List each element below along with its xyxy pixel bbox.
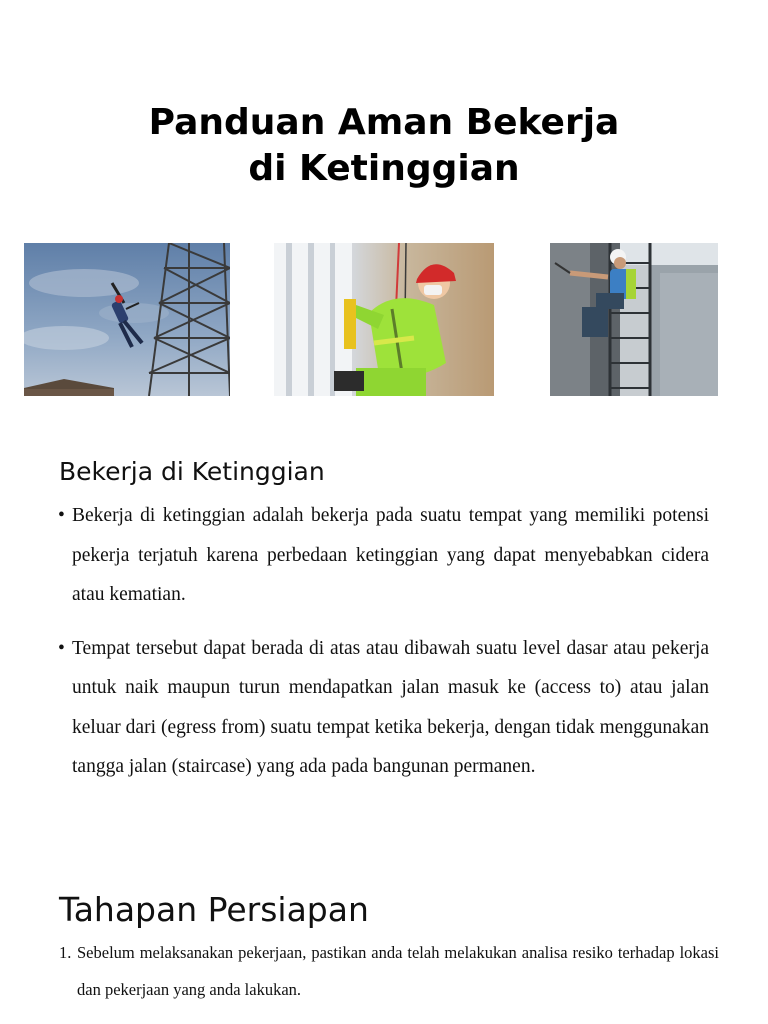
page-title [0, 100, 768, 192]
bullet-marker: • [58, 637, 65, 659]
ladder-worker-photo [550, 243, 718, 396]
title-line-1: Panduan Aman Bekerja [148, 102, 620, 143]
item-text: Sebelum melaksanakan pekerjaan, pastikan anda telah melakukan analisa resiko terhadap lokasi dan pekerjaan yang anda lakukan. [77, 943, 719, 999]
title-line-2: di Ketinggian [248, 148, 520, 189]
numbered-item [59, 934, 719, 1008]
section2-numbered-list [59, 934, 719, 1008]
tower-climber-photo [24, 243, 230, 396]
ladder-worker-illustration [550, 243, 718, 396]
bullet-item [58, 496, 709, 615]
section-heading-tahapan: Tahapan Persiapan [59, 890, 369, 929]
bullet-item [58, 629, 709, 787]
rope-access-worker-illustration [274, 243, 494, 396]
tower-climber-illustration [24, 243, 230, 396]
section1-bullet-list [58, 496, 709, 801]
bullet-text: Bekerja di ketinggian adalah bekerja pada suatu tempat yang memiliki potensi pekerja terjatuh karena perbedaan ketinggian yang dapat menyebabkan cidera atau kematian. [72, 505, 709, 605]
rope-access-worker-photo [274, 243, 494, 396]
bullet-text: Tempat tersebut dapat berada di atas atau dibawah suatu level dasar atau pekerja untuk naik maupun turun mendapatkan jalan masuk ke (access to) atau jalan keluar dari (egress from) suatu tempat ketika bekerja, dengan tidak menggunakan tangga jalan (staircase) yang ada pada bangunan permanen. [72, 637, 709, 777]
section-heading-bekerja: Bekerja di Ketinggian [59, 457, 325, 486]
bullet-marker: • [58, 505, 65, 526]
item-number: 1. [59, 943, 72, 962]
